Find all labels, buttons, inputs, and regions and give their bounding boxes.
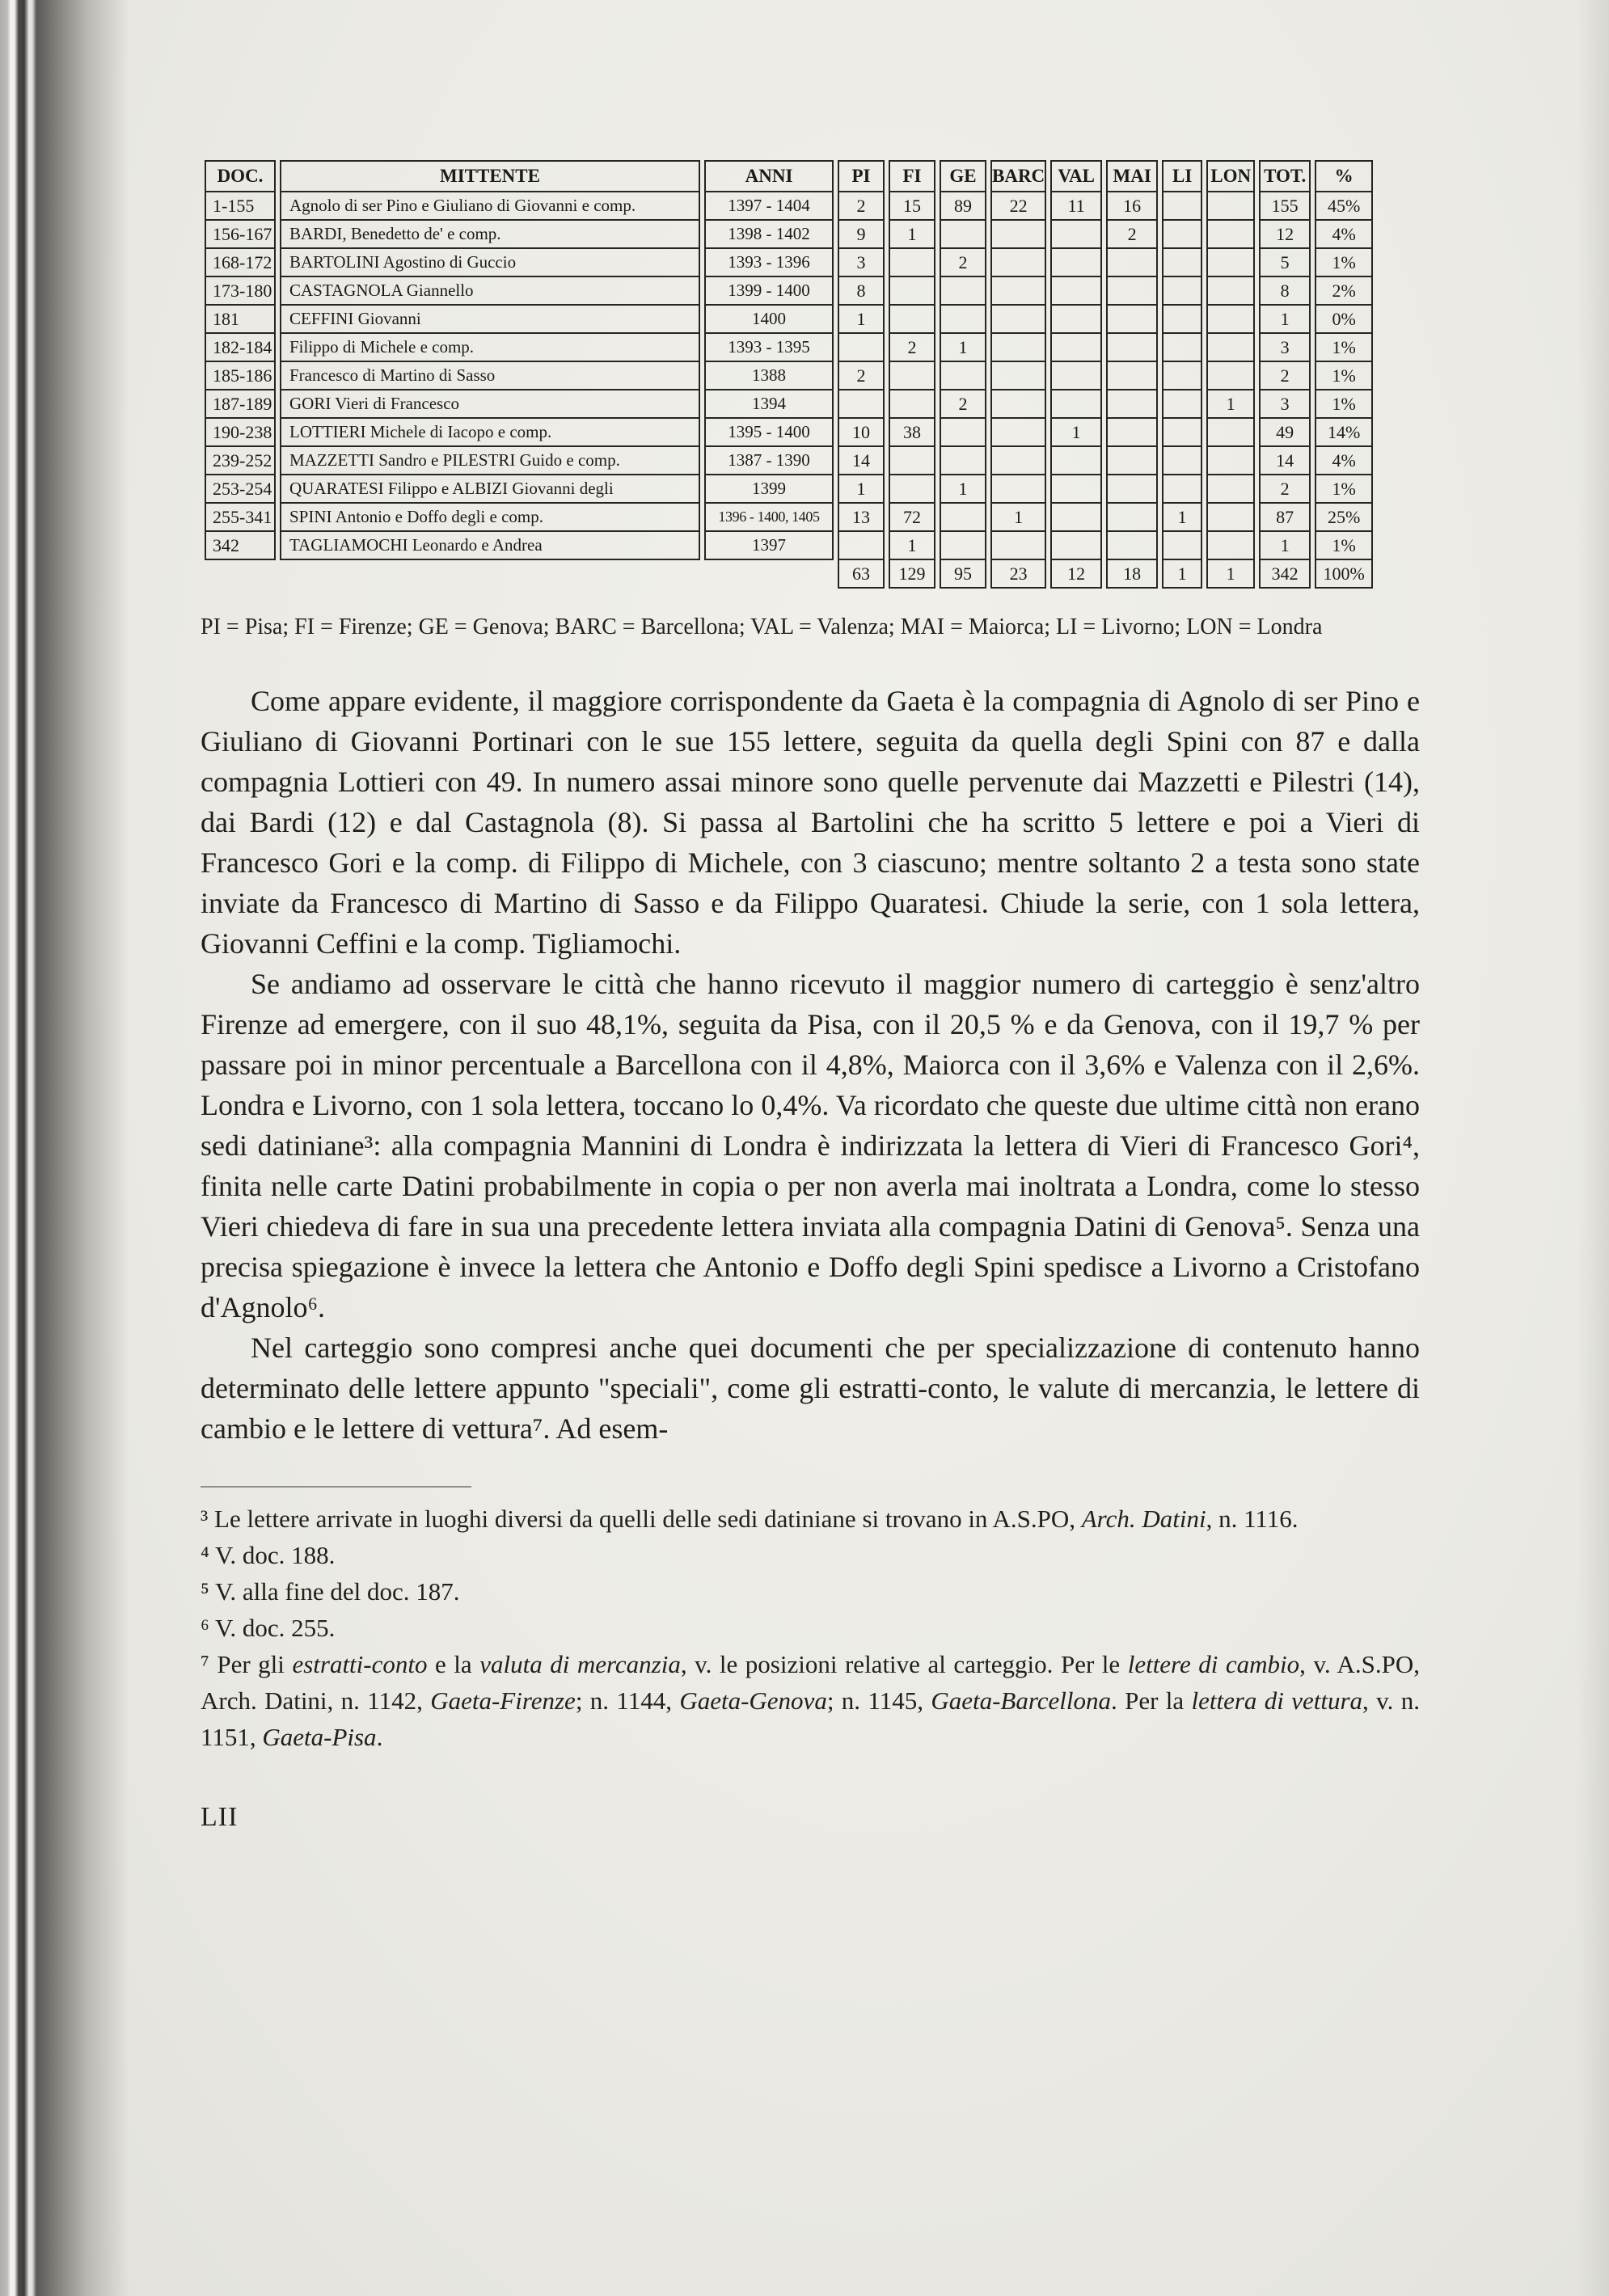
table-cell xyxy=(1162,306,1202,334)
footnote-separator xyxy=(201,1486,471,1488)
table-cell xyxy=(1050,390,1102,419)
table-cell xyxy=(940,306,986,334)
table-cell xyxy=(1162,334,1202,362)
table-cell xyxy=(1050,277,1102,306)
table-cell: MAZZETTI Sandro e PILESTRI Guido e comp. xyxy=(280,447,700,475)
table-cell xyxy=(1050,447,1102,475)
table-cell xyxy=(1050,362,1102,390)
column-header: FI xyxy=(889,160,935,192)
table-cell: 190-238 xyxy=(205,419,276,447)
table-cell: 253-254 xyxy=(205,475,276,504)
table-cell xyxy=(889,362,935,390)
table-cell: 156-167 xyxy=(205,221,276,249)
table-cell: TAGLIAMOCHI Leonardo e Andrea xyxy=(280,532,700,560)
table-cell xyxy=(990,390,1046,419)
footnote xyxy=(201,1573,1420,1610)
table-row xyxy=(205,419,1373,447)
table-cell xyxy=(1106,532,1158,560)
table-cell: 8 xyxy=(838,277,885,306)
footnote-text: , v. n. 1151, xyxy=(201,1686,1420,1751)
paragraph: Se andiamo ad osservare le città che hanno ricevuto il maggior numero di carteggio è senz'altro Firenze ad emergere, con il suo 48,1%, seguita da Pisa, con il 20,5 % e da Genova, con il 19,7 % per passare poi in minor percentuale a Barcellona con il 4,8%, Maiorca con il 3,6% e Valenza con il 2,6%. Londra e Livorno, con 1 sola lettera, toccano lo 0,4%. Va ricordato che queste due ultime città non erano sedi datiniane³: alla compagnia Mannini di Londra è indirizzata la lettera di Vieri di Francesco Gori⁴, finita nelle carte Datini probabilmente in copia o per non averla mai inoltrata a Londra, come lo stesso Vieri chiedeva di fare in sua una precedente lettera inviata alla compagnia Datini di Genova⁵. Senza una precisa spiegazione è invece la lettera che Antonio e Doffo degli Spini spedisce a Livorno a Cristofano d'Agnolo⁶. xyxy=(201,968,1420,1323)
table-cell: 342 xyxy=(205,532,276,560)
table-cell: 1398 - 1402 xyxy=(704,221,834,249)
table-cell: 16 xyxy=(1106,192,1158,221)
table-cell: CASTAGNOLA Giannello xyxy=(280,277,700,306)
table-cell xyxy=(1206,504,1255,532)
table-cell: 1% xyxy=(1315,475,1373,504)
column-header: VAL xyxy=(1050,160,1102,192)
table-cell xyxy=(889,277,935,306)
table-cell: Filippo di Michele e comp. xyxy=(280,334,700,362)
table-cell xyxy=(1206,249,1255,277)
table-cell xyxy=(1206,277,1255,306)
table-cell: 8 xyxy=(1259,277,1311,306)
table-cell xyxy=(1050,249,1102,277)
page-right-edge-shadow xyxy=(1577,0,1609,2296)
table-cell: 49 xyxy=(1259,419,1311,447)
footnote xyxy=(201,1610,1420,1646)
table-cell xyxy=(1106,390,1158,419)
table-cell xyxy=(1206,306,1255,334)
table-cell xyxy=(1162,419,1202,447)
footnote-italic-text: estratti-conto xyxy=(292,1650,428,1678)
column-header: LON xyxy=(1206,160,1255,192)
column-header: BARC xyxy=(990,160,1046,192)
page-number: LII xyxy=(201,1802,239,1832)
paragraph: Nel carteggio sono compresi anche quei documenti che per specializzazione di contenuto hanno determinato delle lettere appunto "speciali", come gli estratti-conto, le valute di mercanzia, le lettere di cambio e le lettere di vettura⁷. Ad esem- xyxy=(201,1332,1420,1445)
total-cell: 18 xyxy=(1106,560,1158,589)
table-cell xyxy=(940,532,986,560)
table-cell xyxy=(1050,532,1102,560)
table-cell: Agnolo di ser Pino e Giuliano di Giovanni e comp. xyxy=(280,192,700,221)
table-cell: BARTOLINI Agostino di Guccio xyxy=(280,249,700,277)
table-cell: 239-252 xyxy=(205,447,276,475)
table-cell xyxy=(1162,362,1202,390)
table-cell xyxy=(889,306,935,334)
table-cell xyxy=(1206,447,1255,475)
empty-cell xyxy=(280,560,700,589)
table-cell: 1 xyxy=(990,504,1046,532)
table-cell xyxy=(889,447,935,475)
footnote-text: ⁵ V. alla fine del doc. 187. xyxy=(201,1577,460,1606)
table-cell xyxy=(889,475,935,504)
table-cell: 1 xyxy=(1259,532,1311,560)
table-cell xyxy=(1106,277,1158,306)
table-cell: 1 xyxy=(1050,419,1102,447)
table-cell xyxy=(1106,475,1158,504)
table-cell: 1 xyxy=(838,475,885,504)
table-row xyxy=(205,249,1373,277)
total-cell: 129 xyxy=(889,560,935,589)
footnote-text: . xyxy=(376,1723,383,1751)
table-cell xyxy=(1206,532,1255,560)
table-cell: CEFFINI Giovanni xyxy=(280,306,700,334)
table-header-row xyxy=(205,160,1373,192)
table-cell: 168-172 xyxy=(205,249,276,277)
table-cell: 4% xyxy=(1315,447,1373,475)
footnote-italic-text: Gaeta-Genova xyxy=(679,1686,827,1715)
footnote xyxy=(201,1537,1420,1573)
table-cell: 1397 - 1404 xyxy=(704,192,834,221)
page-content xyxy=(201,160,1420,1833)
table-cell xyxy=(990,447,1046,475)
table-cell: 1% xyxy=(1315,249,1373,277)
table-cell xyxy=(990,362,1046,390)
table-cell: 1400 xyxy=(704,306,834,334)
footnote-italic-text: lettera di vettura xyxy=(1191,1686,1363,1715)
footnote-text: ⁶ V. doc. 255. xyxy=(201,1614,336,1642)
table-cell xyxy=(838,334,885,362)
table-cell xyxy=(1050,334,1102,362)
table-cell xyxy=(1206,192,1255,221)
table-cell: 1% xyxy=(1315,390,1373,419)
footnote-text: , v. A.S.PO, Arch. Datini, n. 1142, xyxy=(201,1650,1421,1715)
table-cell xyxy=(1106,504,1158,532)
table-cell: 1396 - 1400, 1405 xyxy=(704,504,834,532)
table-cell: 2% xyxy=(1315,277,1373,306)
table-cell: 173-180 xyxy=(205,277,276,306)
table-cell xyxy=(1050,221,1102,249)
table-cell xyxy=(1162,277,1202,306)
table-cell: 182-184 xyxy=(205,334,276,362)
table-body xyxy=(205,192,1373,589)
table-cell: 89 xyxy=(940,192,986,221)
table-cell xyxy=(1106,306,1158,334)
table-cell: 11 xyxy=(1050,192,1102,221)
table-cell: 1 xyxy=(1206,390,1255,419)
table-cell: 1387 - 1390 xyxy=(704,447,834,475)
column-header: ANNI xyxy=(704,160,834,192)
column-header: GE xyxy=(940,160,986,192)
table-cell xyxy=(889,249,935,277)
table-cell: 1 xyxy=(940,475,986,504)
binding-shadow xyxy=(0,0,129,2296)
table-cell: 4% xyxy=(1315,221,1373,249)
total-cell: 95 xyxy=(940,560,986,589)
table-cell: 1393 - 1395 xyxy=(704,334,834,362)
table-cell: 12 xyxy=(1259,221,1311,249)
table-cell xyxy=(1162,221,1202,249)
column-header: % xyxy=(1315,160,1373,192)
footnote-italic-text: Gaeta-Pisa xyxy=(262,1723,377,1751)
table-row xyxy=(205,334,1373,362)
table-cell: 181 xyxy=(205,306,276,334)
table-cell xyxy=(1106,334,1158,362)
table-cell: 22 xyxy=(990,192,1046,221)
table-cell: 0% xyxy=(1315,306,1373,334)
table-row xyxy=(205,306,1373,334)
table-cell: 187-189 xyxy=(205,390,276,419)
footnote-text: ³ Le lettere arrivate in luoghi diversi da quelli delle sedi datiniane si trovano in A.S.PO, xyxy=(201,1505,1082,1533)
table-cell: 1388 xyxy=(704,362,834,390)
table-cell: SPINI Antonio e Doffo degli e comp. xyxy=(280,504,700,532)
table-cell: 1 xyxy=(1259,306,1311,334)
table-cell: GORI Vieri di Francesco xyxy=(280,390,700,419)
table-cell xyxy=(1162,192,1202,221)
column-header: LI xyxy=(1162,160,1202,192)
footnote-text: , v. le posizioni relative al carteggio. Per le xyxy=(680,1650,1128,1678)
table-cell: 155 xyxy=(1259,192,1311,221)
footnote-text: , n. 1116. xyxy=(1206,1505,1299,1533)
table-cell xyxy=(1162,447,1202,475)
table-cell xyxy=(940,221,986,249)
table-cell xyxy=(990,532,1046,560)
table-legend: PI = Pisa; FI = Firenze; GE = Genova; BARC = Barcellona; VAL = Valenza; MAI = Maiorca; LI = Livorno; LON = Londra xyxy=(201,614,1323,639)
table-cell: 14 xyxy=(1259,447,1311,475)
table-cell xyxy=(990,249,1046,277)
table-cell: QUARATESI Filippo e ALBIZI Giovanni degli xyxy=(280,475,700,504)
table-cell: 2 xyxy=(1106,221,1158,249)
table-cell: 25% xyxy=(1315,504,1373,532)
footnote xyxy=(201,1500,1420,1537)
paragraph: Come appare evidente, il maggiore corrispondente da Gaeta è la compagnia di Agnolo di ser Pino e Giuliano di Giovanni Portinari con le sue 155 lettere, seguita da quella degli Spini con 87 e dalla compagnia Lottieri con 49. In numero assai minore sono quelle pervenute dai Mazzetti e Pilestri (14), dai Bardi (12) e dal Castagnola (8). Si passa al Bartolini che ha scritto 5 lettere e poi a Vieri di Francesco Gori e la comp. di Filippo di Michele, con 3 ciascuno; mentre soltanto 2 a testa sono state inviate da Francesco di Martino di Sasso e da Filippo Quaratesi. Chiude la serie, con 1 sola lettera, Giovanni Ceffini e la comp. Tigliamochi. xyxy=(201,685,1420,960)
total-cell: 1 xyxy=(1206,560,1255,589)
table-cell: 2 xyxy=(838,362,885,390)
total-cell: 12 xyxy=(1050,560,1102,589)
table-cell xyxy=(1050,306,1102,334)
table-cell: 1395 - 1400 xyxy=(704,419,834,447)
footnote-text: ; n. 1145, xyxy=(826,1686,931,1715)
empty-cell xyxy=(205,560,276,589)
table-cell: 2 xyxy=(1259,362,1311,390)
table-cell: 1 xyxy=(940,334,986,362)
table-cell xyxy=(1206,475,1255,504)
table-cell xyxy=(889,390,935,419)
table-cell xyxy=(1206,221,1255,249)
table-cell: 1% xyxy=(1315,362,1373,390)
table-cell: 13 xyxy=(838,504,885,532)
table-cell: 2 xyxy=(940,390,986,419)
table-cell xyxy=(940,419,986,447)
table-cell: Francesco di Martino di Sasso xyxy=(280,362,700,390)
table-cell: 3 xyxy=(1259,390,1311,419)
table-cell xyxy=(1106,419,1158,447)
table-row xyxy=(205,532,1373,560)
table-cell xyxy=(990,334,1046,362)
table-cell: 38 xyxy=(889,419,935,447)
table-cell: LOTTIERI Michele di Iacopo e comp. xyxy=(280,419,700,447)
table-cell: 255-341 xyxy=(205,504,276,532)
footnote-text: ⁴ V. doc. 188. xyxy=(201,1541,336,1569)
table-cell: 1399 - 1400 xyxy=(704,277,834,306)
table-cell xyxy=(990,419,1046,447)
footnotes xyxy=(201,1500,1420,1755)
table-row xyxy=(205,504,1373,532)
table-cell xyxy=(1162,249,1202,277)
column-header: MITTENTE xyxy=(280,160,700,192)
table-cell xyxy=(1206,419,1255,447)
table-row xyxy=(205,390,1373,419)
table-cell: 1393 - 1396 xyxy=(704,249,834,277)
table-cell: 1399 xyxy=(704,475,834,504)
table-cell xyxy=(1106,249,1158,277)
table-cell: 1397 xyxy=(704,532,834,560)
table-header xyxy=(205,160,1373,192)
column-header: TOT. xyxy=(1259,160,1311,192)
footnote-text: . Per la xyxy=(1111,1686,1192,1715)
table-cell xyxy=(1162,475,1202,504)
table-cell: 1-155 xyxy=(205,192,276,221)
table-cell xyxy=(1050,504,1102,532)
body-text xyxy=(201,681,1420,1449)
table-cell xyxy=(1162,532,1202,560)
table-row xyxy=(205,362,1373,390)
footnote-italic-text: Gaeta-Barcellona xyxy=(931,1686,1112,1715)
table-row xyxy=(205,221,1373,249)
table-row xyxy=(205,447,1373,475)
table-cell xyxy=(838,532,885,560)
table-cell: 1 xyxy=(838,306,885,334)
total-cell: 23 xyxy=(990,560,1046,589)
table-cell: 9 xyxy=(838,221,885,249)
table-cell: 5 xyxy=(1259,249,1311,277)
table-cell: 185-186 xyxy=(205,362,276,390)
correspondence-table xyxy=(201,160,1377,589)
table-cell: 3 xyxy=(838,249,885,277)
table-cell: 1% xyxy=(1315,532,1373,560)
footnote-italic-text: Arch. Datini xyxy=(1081,1505,1206,1533)
table-cell xyxy=(1206,334,1255,362)
footnote-text: ; n. 1144, xyxy=(575,1686,680,1715)
footnote xyxy=(201,1646,1420,1755)
table-cell xyxy=(940,277,986,306)
table-cell xyxy=(990,221,1046,249)
table-cell: 72 xyxy=(889,504,935,532)
table-cell xyxy=(1050,475,1102,504)
table-cell xyxy=(1206,362,1255,390)
table-cell: 14 xyxy=(838,447,885,475)
table-cell: 15 xyxy=(889,192,935,221)
footnote-italic-text: lettere di cambio xyxy=(1127,1650,1300,1678)
column-header: DOC. xyxy=(205,160,276,192)
table-cell xyxy=(1162,390,1202,419)
table-cell: 1394 xyxy=(704,390,834,419)
footnote-italic-text: Gaeta-Firenze xyxy=(430,1686,576,1715)
column-header: PI xyxy=(838,160,885,192)
table-totals-row xyxy=(205,560,1373,589)
table-cell: 45% xyxy=(1315,192,1373,221)
table-cell: 2 xyxy=(1259,475,1311,504)
table-cell: 1 xyxy=(889,532,935,560)
table-cell: 1 xyxy=(1162,504,1202,532)
table-cell xyxy=(990,277,1046,306)
empty-cell xyxy=(704,560,834,589)
table-cell: 2 xyxy=(838,192,885,221)
table-cell xyxy=(1106,447,1158,475)
table-cell xyxy=(940,447,986,475)
total-cell: 342 xyxy=(1259,560,1311,589)
table-cell: 1 xyxy=(889,221,935,249)
table-row xyxy=(205,475,1373,504)
table-cell: 10 xyxy=(838,419,885,447)
column-header: MAI xyxy=(1106,160,1158,192)
table-cell xyxy=(940,362,986,390)
table-cell: 3 xyxy=(1259,334,1311,362)
table-cell: 2 xyxy=(940,249,986,277)
table-cell xyxy=(990,306,1046,334)
footnote-text: e la xyxy=(427,1650,480,1678)
table-row xyxy=(205,192,1373,221)
table-cell: 87 xyxy=(1259,504,1311,532)
total-cell: 63 xyxy=(838,560,885,589)
footnote-italic-text: valuta di mercanzia xyxy=(479,1650,681,1678)
table-cell: 2 xyxy=(889,334,935,362)
table-cell xyxy=(838,390,885,419)
table-cell: BARDI, Benedetto de' e comp. xyxy=(280,221,700,249)
total-cell: 100% xyxy=(1315,560,1373,589)
table-cell xyxy=(1106,362,1158,390)
table-cell: 14% xyxy=(1315,419,1373,447)
table-cell xyxy=(940,504,986,532)
footnote-text: ⁷ Per gli xyxy=(201,1650,293,1678)
table-cell: 1% xyxy=(1315,334,1373,362)
total-cell: 1 xyxy=(1162,560,1202,589)
table-cell xyxy=(990,475,1046,504)
table-row xyxy=(205,277,1373,306)
